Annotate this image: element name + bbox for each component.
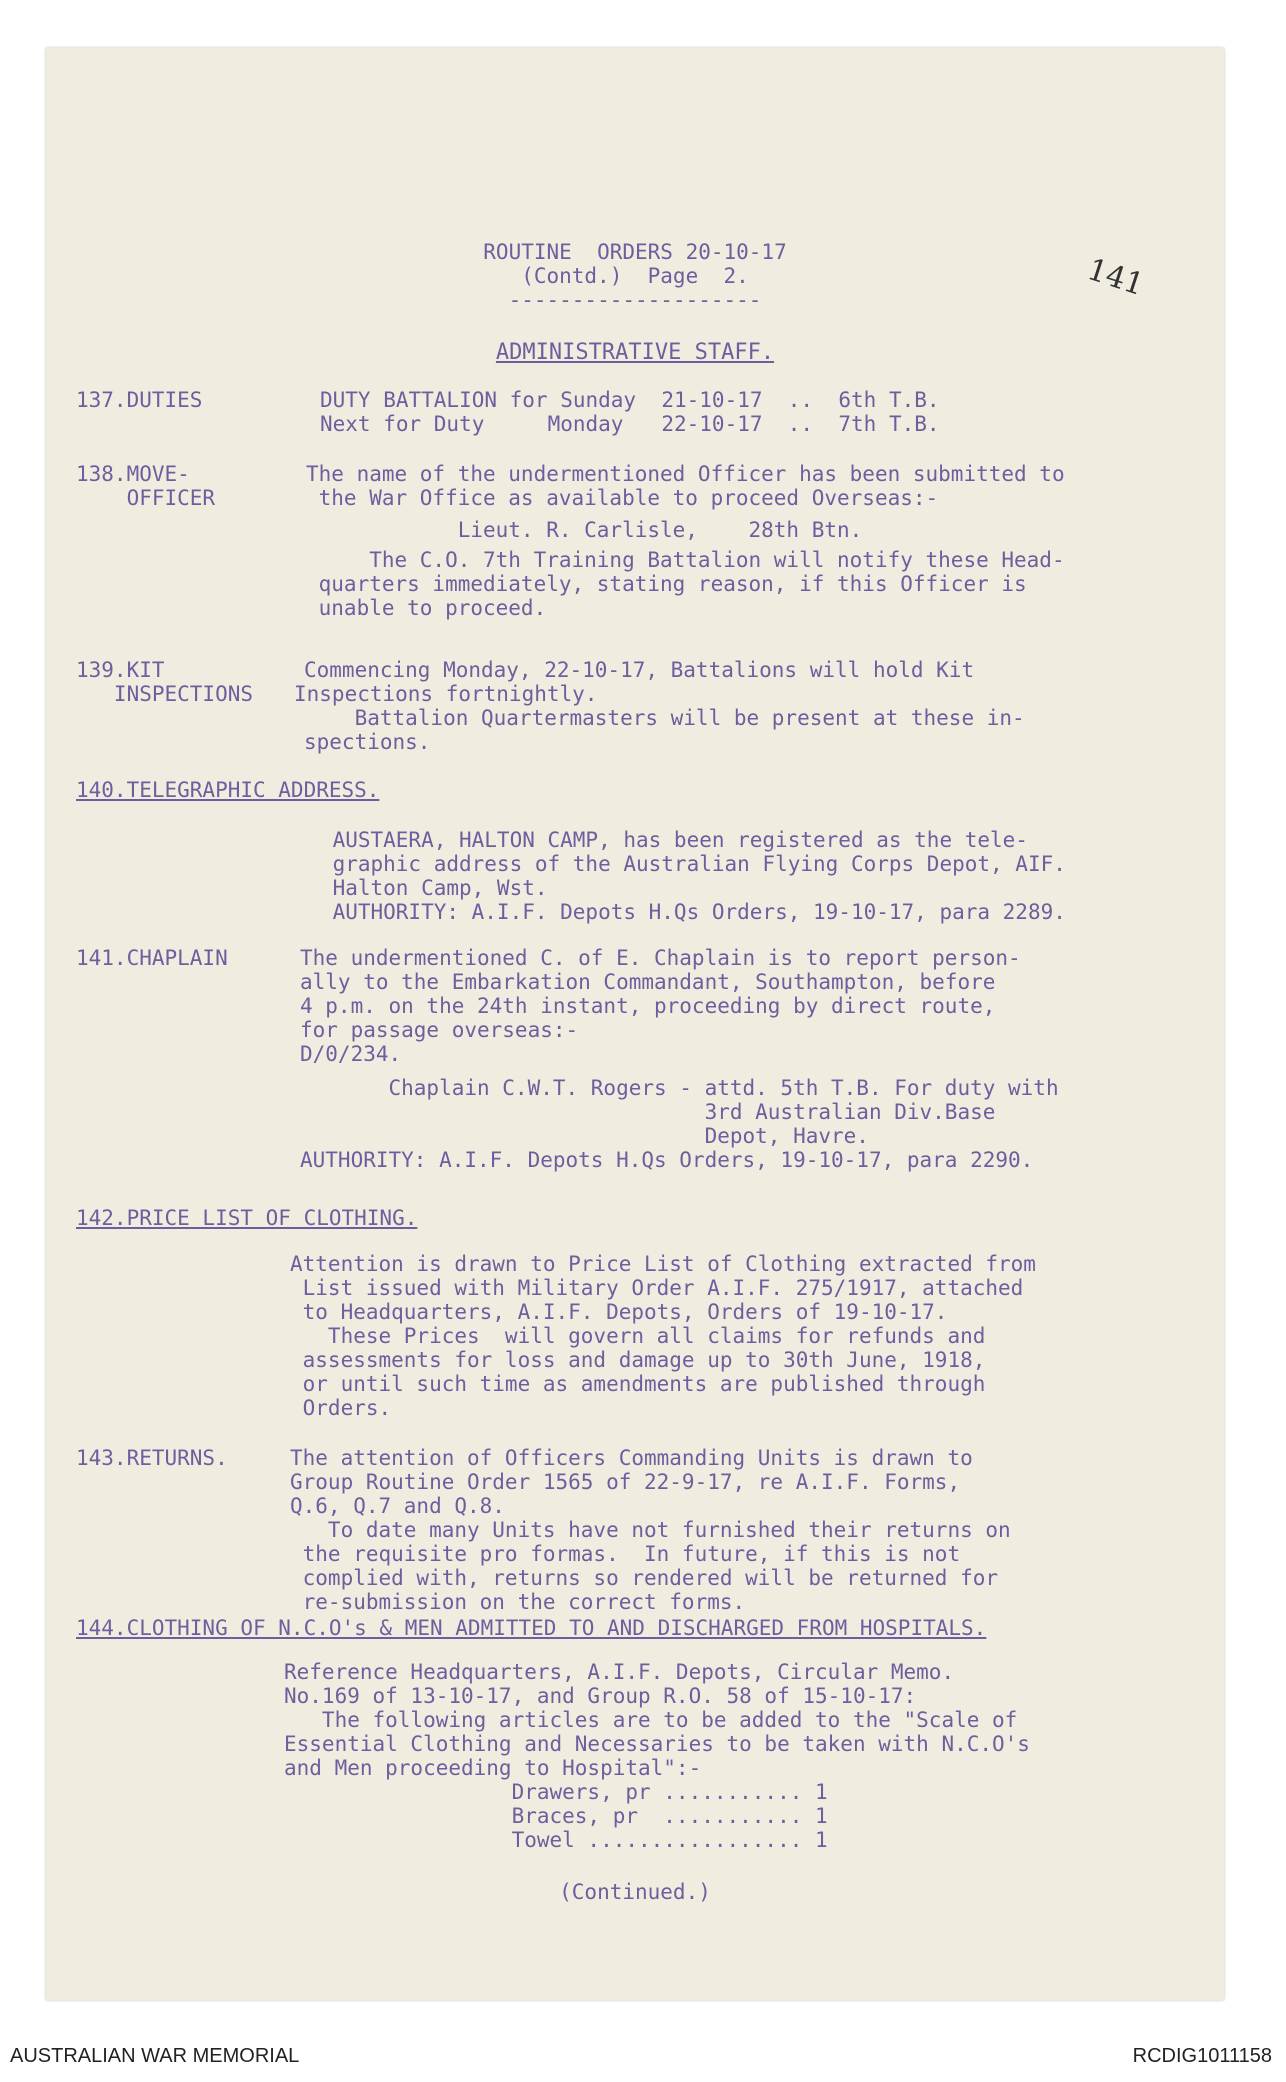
- order-heading: 140.TELEGRAPHIC ADDRESS.: [76, 778, 380, 802]
- order-line: AUTHORITY: A.I.F. Depots H.Qs Orders, 19-10-17, para 2289.: [282, 900, 1066, 924]
- order-line: or until such time as amendments are published through: [290, 1372, 986, 1396]
- order-line: Towel ................. 1: [284, 1828, 828, 1852]
- order-line: Battalion Quartermasters will be present at these in-: [304, 706, 1025, 730]
- order-line: AUTHORITY: A.I.F. Depots H.Qs Orders, 19-10-17, para 2290.: [300, 1148, 1034, 1172]
- handwritten-page-number: 141: [1082, 252, 1149, 303]
- document-page: [46, 48, 1224, 2000]
- order-body: [290, 1446, 1011, 1614]
- order-line: ally to the Embarkation Commandant, Southampton, before: [300, 970, 996, 994]
- order-line: Depot, Havre.: [300, 1124, 869, 1148]
- order-line: to Headquarters, A.I.F. Depots, Orders of 19-10-17.: [290, 1300, 948, 1324]
- order-number: 137.DUTIES: [76, 388, 203, 412]
- order-heading: 144.CLOTHING OF N.C.O's & MEN ADMITTED TO AND DISCHARGED FROM HOSPITALS.: [76, 1616, 987, 1640]
- order-line: 3rd Australian Div.Base: [300, 1100, 996, 1124]
- order-line: Q.6, Q.7 and Q.8.: [290, 1494, 505, 1518]
- order-line: Commencing Monday, 22-10-17, Battalions will hold Kit: [304, 658, 975, 682]
- order-line: Drawers, pr ........... 1: [284, 1780, 828, 1804]
- order-line: Orders.: [290, 1396, 392, 1420]
- order-line: Reference Headquarters, A.I.F. Depots, Circular Memo.: [284, 1660, 955, 1684]
- administrative-staff-heading: ADMINISTRATIVE STAFF.: [495, 340, 775, 365]
- order-line: Next for Duty Monday 22-10-17 .. 7th T.B.: [320, 412, 940, 436]
- order-line: Chaplain C.W.T. Rogers - attd. 5th T.B. For duty with: [300, 1076, 1059, 1100]
- order-line: re-submission on the correct forms.: [290, 1590, 746, 1614]
- order-line: The undermentioned C. of E. Chaplain is to report person-: [300, 946, 1021, 970]
- order-line: Halton Camp, Wst.: [282, 876, 548, 900]
- order-line: List issued with Military Order A.I.F. 275/1917, attached: [290, 1276, 1024, 1300]
- order-body: [300, 946, 1059, 1172]
- order-body: [306, 462, 1065, 620]
- order-line: Group Routine Order 1565 of 22-9-17, re A.I.F. Forms,: [290, 1470, 961, 1494]
- document-header: [46, 240, 1224, 312]
- order-line: Essential Clothing and Necessaries to be taken with N.C.O's: [284, 1732, 1030, 1756]
- order-line: for passage overseas:-: [300, 1018, 579, 1042]
- order-line: Attention is drawn to Price List of Clothing extracted from: [290, 1252, 1036, 1276]
- order-line: The attention of Officers Commanding Units is drawn to: [290, 1446, 973, 1470]
- order-line: To date many Units have not furnished their returns on: [290, 1518, 1011, 1542]
- order-number: 141.CHAPLAIN: [76, 946, 228, 970]
- order-line: Braces, pr ........... 1: [284, 1804, 828, 1828]
- header-title: ROUTINE ORDERS 20-10-17: [483, 240, 787, 264]
- order-body: [284, 1660, 1030, 1852]
- header-rule: --------------------: [508, 288, 762, 312]
- order-line: 4 p.m. on the 24th instant, proceeding by direct route,: [300, 994, 996, 1018]
- footer-record-id: RCDIG1011158: [1132, 2045, 1272, 2067]
- order-line: the requisite pro formas. In future, if this is not: [290, 1542, 961, 1566]
- order-line: [300, 1066, 1059, 1076]
- order-line: and Men proceeding to Hospital":-: [284, 1756, 702, 1780]
- order-number: 138.MOVE- OFFICER: [76, 462, 216, 510]
- continued-note: (Continued.): [559, 1880, 711, 1904]
- order-line: The name of the undermentioned Officer has been submitted to: [306, 462, 1065, 486]
- order-line: DUTY BATTALION for Sunday 21-10-17 .. 6th T.B.: [320, 388, 940, 412]
- order-line: Lieut. R. Carlisle, 28th Btn.: [306, 518, 863, 542]
- order-line: graphic address of the Australian Flying Corps Depot, AIF.: [282, 852, 1066, 876]
- footer-archive-name: AUSTRALIAN WAR MEMORIAL: [10, 2045, 300, 2067]
- order-line: These Prices will govern all claims for refunds and: [290, 1324, 986, 1348]
- order-line: The C.O. 7th Training Battalion will notify these Head-: [306, 548, 1065, 572]
- order-line: quarters immediately, stating reason, if this Officer is: [306, 572, 1027, 596]
- order-line: AUSTAERA, HALTON CAMP, has been registered as the tele-: [282, 828, 1028, 852]
- order-heading: 142.PRICE LIST OF CLOTHING.: [76, 1206, 418, 1230]
- order-line: assessments for loss and damage up to 30th June, 1918,: [290, 1348, 986, 1372]
- order-line: the War Office as available to proceed Overseas:-: [306, 486, 939, 510]
- header-page-line: (Contd.) Page 2.: [521, 264, 749, 288]
- order-line: unable to proceed.: [306, 596, 547, 620]
- order-number: 143.RETURNS.: [76, 1446, 228, 1470]
- order-body: [282, 828, 1066, 924]
- order-line: The following articles are to be added to the "Scale of: [284, 1708, 1018, 1732]
- order-line: Inspections fortnightly.: [294, 682, 598, 706]
- order-line: spections.: [304, 730, 431, 754]
- order-line: D/0/234.: [300, 1042, 402, 1066]
- order-line: complied with, returns so rendered will be returned for: [290, 1566, 999, 1590]
- order-body: [290, 1252, 1036, 1420]
- order-number: 139.KIT INSPECTIONS: [76, 658, 254, 706]
- order-line: No.169 of 13-10-17, and Group R.O. 58 of 15-10-17:: [284, 1684, 917, 1708]
- order-body: [320, 388, 940, 436]
- order-body: [294, 658, 1025, 754]
